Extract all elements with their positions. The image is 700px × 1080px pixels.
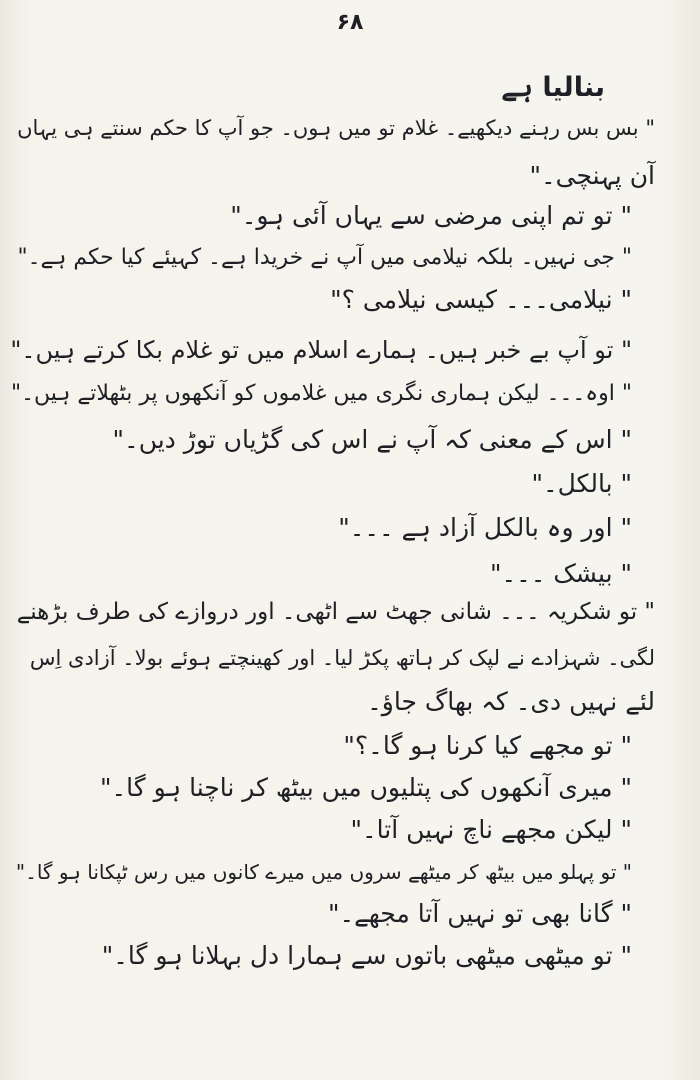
text-line: " جی نہیں۔ بلکہ نیلامی میں آپ نے خریدا ہے۔ کہیئے کیا حکم ہے۔" [17, 245, 632, 270]
text-line: " بیشک ۔۔۔" [489, 559, 632, 588]
text-line: " اور وہ بالکل آزاد ہے ۔۔۔" [338, 513, 632, 542]
text-line: " تو آپ بے خبر ہیں۔ ہمارے اسلام میں تو غلام بکا کرتے ہیں۔" [10, 336, 632, 364]
text-line: " تو مجھے کیا کرنا ہو گا۔؟" [343, 731, 632, 760]
text-line: لئے نہیں دی۔ کہ بھاگ جاؤ۔ [367, 687, 655, 716]
text-line: " بس بس رہنے دیکھیے۔ غلام تو میں ہوں۔ جو آپ کا حکم سنتے ہی یہاں [17, 116, 655, 140]
text-line: " لیکن مجھے ناچ نہیں آتا۔" [350, 815, 632, 844]
text-line: " اوہ۔۔۔ لیکن ہماری نگری میں غلاموں کو آنکھوں پر بٹھلاتے ہیں۔" [11, 381, 632, 406]
text-line: " تو تم اپنی مرضی سے یہاں آئی ہو۔" [230, 201, 632, 230]
text-line: " نیلامی۔۔۔ کیسی نیلامی ؟" [330, 285, 632, 314]
text-line: آن پہنچی۔" [529, 161, 655, 190]
text-line: " تو شکریہ ۔۔۔ شانی جھٹ سے اٹھی۔ اور دروازے کی طرف بڑھنے [16, 599, 655, 625]
text-line: " تو پہلو میں بیٹھ کر میٹھے سروں میں میرے کانوں میں رس ٹپکانا ہو گا۔" [15, 860, 632, 884]
text-line: " گانا بھی تو نہیں آتا مجھے۔" [327, 899, 632, 928]
text-line: " اس کے معنی کہ آپ نے اس کی گڑیاں توڑ دیں۔" [112, 425, 632, 454]
text-line: لگی۔ شہزادے نے لپک کر ہاتھ پکڑ لیا۔ اور کھینچتے ہوئے بولا۔ آزادی اِس [29, 646, 655, 670]
text-line: " بالکل۔" [531, 469, 632, 498]
text-line: " میری آنکھوں کی پتلیوں میں بیٹھ کر ناچنا ہو گا۔" [99, 773, 632, 802]
text-line: بنالیا ہے [501, 72, 605, 103]
page-number: ۶۸ [336, 10, 364, 35]
text-line: " تو میٹھی میٹھی باتوں سے ہمارا دل بہلانا ہو گا۔" [101, 941, 632, 970]
